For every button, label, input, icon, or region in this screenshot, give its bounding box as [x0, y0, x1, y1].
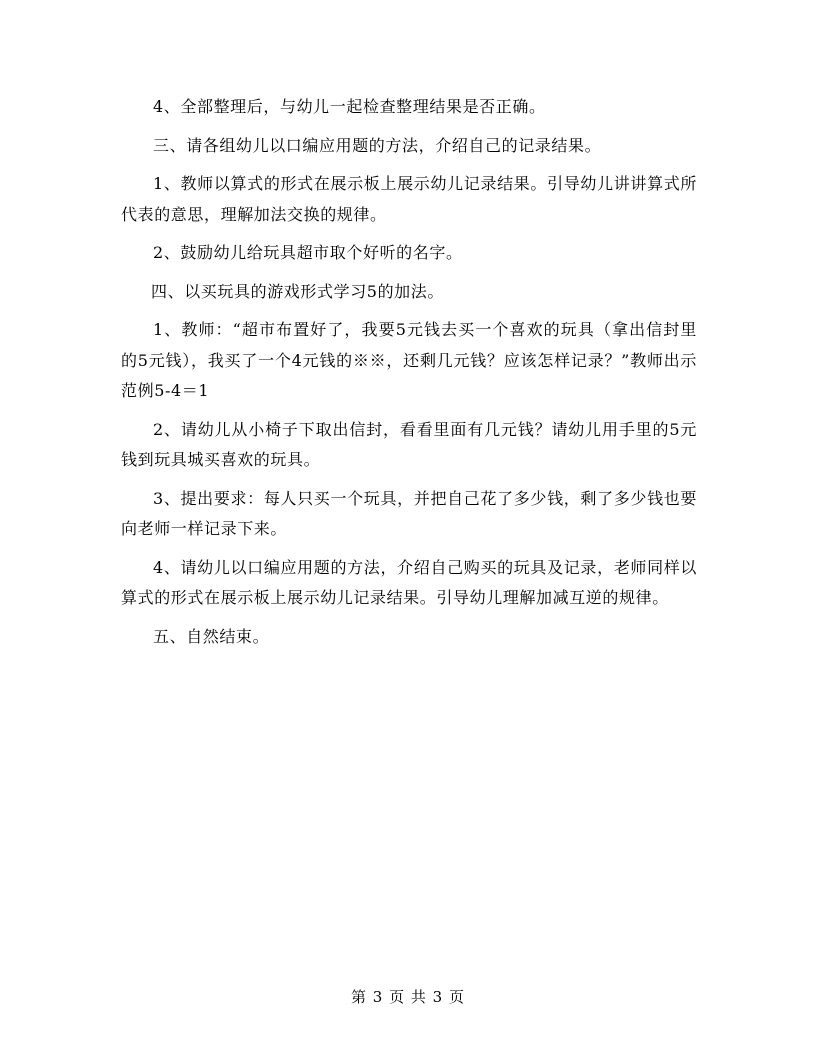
page-footer [0, 986, 816, 1007]
paragraph-section-4: 四、以买玩具的游戏形式学习5的加法。 [151, 281, 444, 301]
document-body [121, 92, 697, 660]
paragraph-section-4-step-1: 1、教师：“超市布置好了，我要5元钱去买一个喜欢的玩具（拿出信封里的5元钱），我买了一个4元钱的※※，还剩几元钱？应该怎样记录？”教师出示范例5-4＝1 [121, 320, 697, 400]
paragraph-section-3: 三、请各组幼儿以口编应用题的方法，介绍自己的记录结果。 [153, 135, 602, 155]
paragraph-section-5: 五、自然结束。 [153, 626, 270, 646]
paragraph-section-4-step-4: 4、请幼儿以口编应用题的方法，介绍自己购买的玩具及记录，老师同样以算式的形式在展示板上展示幼儿记录结果。引导幼儿理解加减互逆的规律。 [121, 557, 697, 607]
paragraph-section-4-step-2: 2、请幼儿从小椅子下取出信封，看看里面有几元钱？请幼儿用手里的5元钱到玩具城买喜欢的玩具。 [121, 419, 697, 469]
page-number-label: 第 3 页 共 3 页 [351, 988, 465, 1006]
paragraph-step-4-check: 4、全部整理后，与幼儿一起检查整理结果是否正确。 [153, 97, 546, 116]
paragraph-section-3-step-2: 2、鼓励幼儿给玩具超市取个好听的名字。 [153, 243, 463, 262]
paragraph-section-4-step-3: 3、提出要求：每人只买一个玩具，并把自己花了多少钱，剩了多少钱也要向老师一样记录下来。 [121, 488, 697, 538]
paragraph-section-3-step-1: 1、教师以算式的形式在展示板上展示幼儿记录结果。引导幼儿讲讲算式所代表的意思，理解加法交换的规律。 [121, 174, 697, 224]
